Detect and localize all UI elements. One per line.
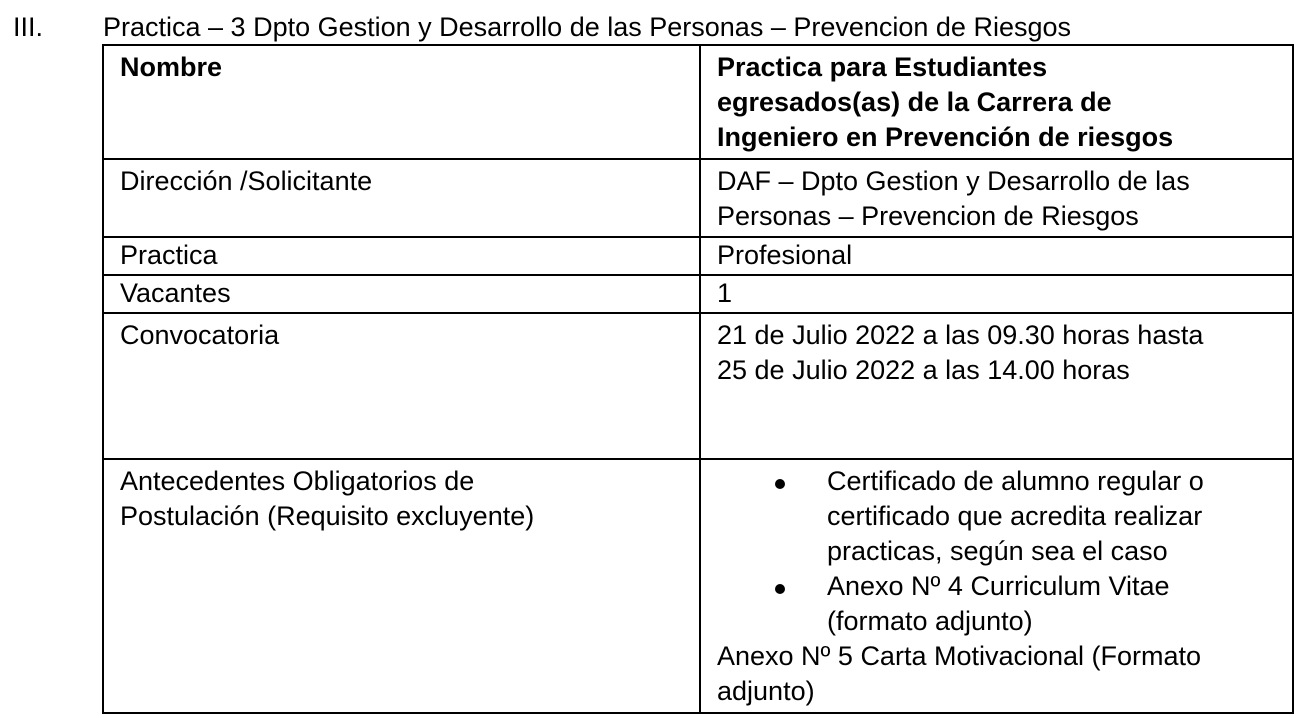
table-row-antecedentes bbox=[103, 459, 1293, 713]
label-cell-vacantes bbox=[103, 275, 700, 313]
requirement-1-line-1: Certificado de alumno regular o bbox=[827, 466, 1204, 496]
label-cell-nombre bbox=[103, 45, 700, 159]
list-item bbox=[827, 464, 1276, 569]
table-row-direccion bbox=[103, 159, 1293, 237]
value-nombre-line-2: egresados(as) de la Carrera de bbox=[717, 87, 1112, 117]
requirement-2-line-1: Anexo Nº 4 Curriculum Vitae bbox=[827, 571, 1170, 601]
requirement-2-line-2: (formato adjunto) bbox=[827, 606, 1033, 636]
value-cell-practica bbox=[700, 237, 1293, 275]
label-cell-practica bbox=[103, 237, 700, 275]
bullet-icon bbox=[775, 479, 785, 489]
label-cell-antecedentes bbox=[103, 459, 700, 713]
table-row-convocatoria bbox=[103, 313, 1293, 459]
value-vacantes: 1 bbox=[717, 278, 733, 308]
label-antecedentes-line-2: Postulación (Requisito excluyente) bbox=[120, 501, 535, 531]
table-row-vacantes bbox=[103, 275, 1293, 313]
value-cell-antecedentes bbox=[700, 459, 1293, 713]
label-convocatoria: Convocatoria bbox=[120, 320, 280, 350]
value-convocatoria-line-2: 25 de Julio 2022 a las 14.00 horas bbox=[717, 355, 1130, 385]
bullet-icon bbox=[775, 584, 785, 594]
label-nombre: Nombre bbox=[120, 52, 223, 82]
value-convocatoria-line-1: 21 de Julio 2022 a las 09.30 horas hasta bbox=[717, 320, 1204, 350]
value-practica: Profesional bbox=[717, 240, 853, 270]
table-row-nombre bbox=[103, 45, 1293, 159]
label-practica: Practica bbox=[120, 240, 218, 270]
label-cell-direccion bbox=[103, 159, 700, 237]
value-cell-vacantes bbox=[700, 275, 1293, 313]
label-vacantes: Vacantes bbox=[120, 278, 231, 308]
table-row-practica bbox=[103, 237, 1293, 275]
label-antecedentes-line-1: Antecedentes Obligatorios de bbox=[120, 466, 475, 496]
value-cell-nombre bbox=[700, 45, 1293, 159]
value-direccion-line-2: Personas – Prevencion de Riesgos bbox=[717, 201, 1139, 231]
requirements-list bbox=[717, 464, 1276, 639]
requirement-1-line-2: certificado que acredita realizar bbox=[827, 501, 1203, 531]
list-item bbox=[827, 569, 1276, 639]
label-cell-convocatoria bbox=[103, 313, 700, 459]
value-cell-convocatoria bbox=[700, 313, 1293, 459]
label-direccion: Dirección /Solicitante bbox=[120, 166, 373, 196]
requirement-extra-line-1: Anexo Nº 5 Carta Motivacional (Formato bbox=[717, 641, 1202, 671]
value-direccion-line-1: DAF – Dpto Gestion y Desarrollo de las bbox=[717, 166, 1190, 196]
value-cell-direccion bbox=[700, 159, 1293, 237]
section-title: Practica – 3 Dpto Gestion y Desarrollo de las Personas – Prevencion de Riesgos bbox=[103, 12, 1071, 42]
value-nombre-line-1: Practica para Estudiantes bbox=[717, 52, 1048, 82]
value-nombre-line-3: Ingeniero en Prevención de riesgos bbox=[717, 122, 1174, 152]
internship-info-table bbox=[102, 44, 1294, 714]
section-heading bbox=[0, 10, 1316, 44]
requirement-1-line-3: practicas, según sea el caso bbox=[827, 536, 1168, 566]
requirement-extra-line-2: adjunto) bbox=[717, 676, 815, 706]
section-number: III. bbox=[13, 12, 44, 42]
